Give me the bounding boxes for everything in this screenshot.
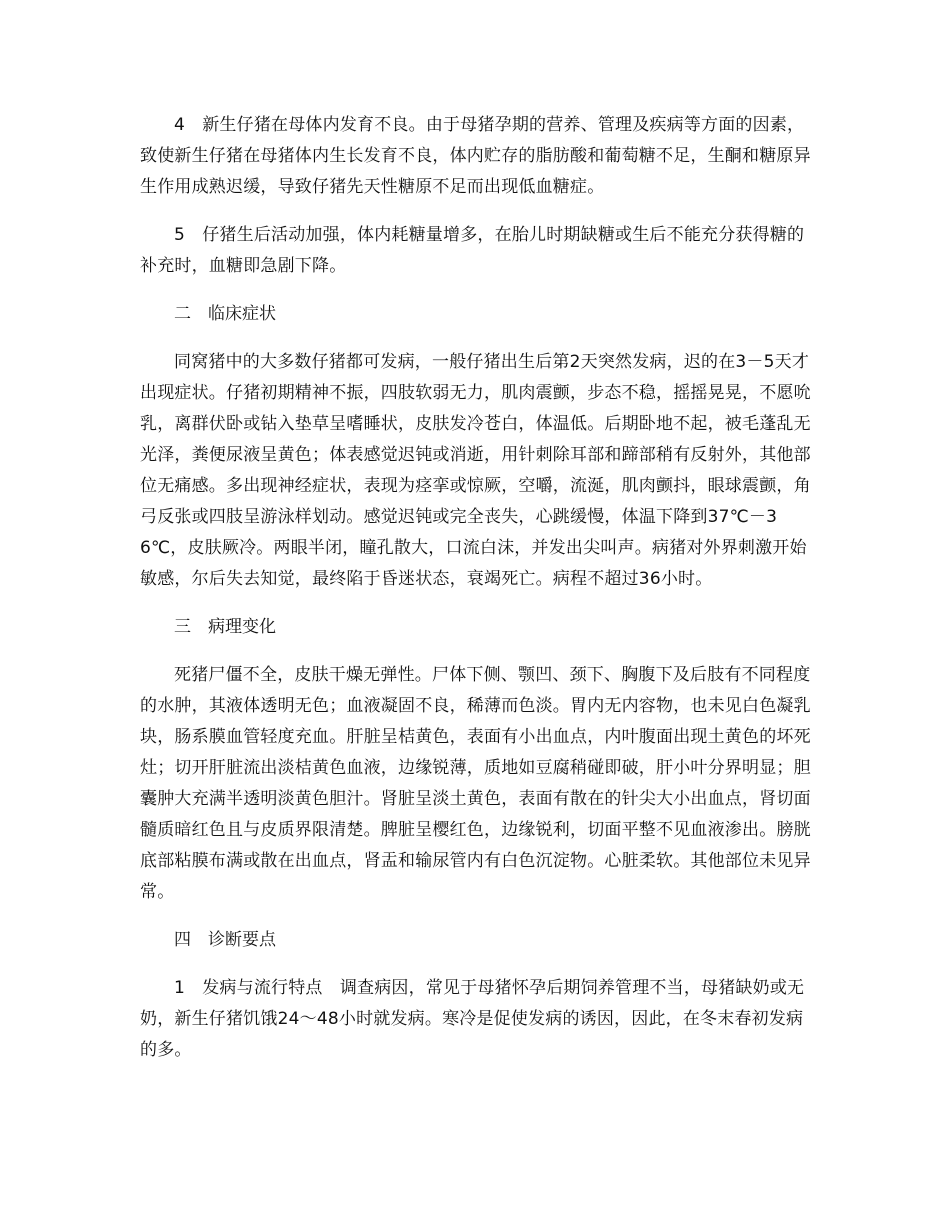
paragraph-clinical-symptoms: 同窝猪中的大多数仔猪都可发病，一般仔猪出生后第2天突然发病，迟的在3－5天才出现症状。仔猪初期精神不振，四肢软弱无力，肌肉震颤，步态不稳，摇摇晃晃，不愿吮乳，离群伏卧或钻入垫草呈嗜睡状，皮肤发冷苍白，体温低。后期卧地不起，被毛蓬乱无光泽，粪便尿液呈黄色；体表感觉迟钝或消逝，用针刺除耳部和蹄部稍有反射外，其他部位无痛感。多出现神经症状，表现为痉挛或惊厥，空嚼，流涎，肌肉颤抖，眼球震颤，角弓反张或四肢呈游泳样划动。感觉迟钝或完全丧失，心跳缓慢，体温下降到37℃－36℃，皮肤厥冷。两眼半闭，瞳孔散大，口流白沫，并发出尖叫声。病猪对外界刺激开始敏感，尔后失去知觉，最终陷于昏迷状态，衰竭死亡。病程不超过36小时。 [140, 352, 811, 589]
paragraph-cause-4: 4 新生仔猪在母体内发育不良。由于母猪孕期的营养、管理及疾病等方面的因素，致使新生仔猪在母猪体内生长发育不良，体内贮存的脂肪酸和葡萄糖不足，生酮和糖原异生作用成熟迟缓，导致仔猪先天性糖原不足而出现低血糖症。 [140, 115, 811, 197]
document-page [140, 110, 812, 1083]
section-heading-diagnosis-points: 四 诊断要点 [174, 930, 276, 950]
section-heading-clinical-symptoms: 二 临床症状 [174, 304, 276, 324]
paragraph-cause-5: 5 仔猪生后活动加强，体内耗糖量增多，在胎儿时期缺糖或生后不能充分获得糖的补充时，血糖即急剧下降。 [140, 225, 805, 276]
section-heading-pathological-changes: 三 病理变化 [174, 617, 276, 637]
paragraph-pathological-changes: 死猪尸僵不全，皮肤干燥无弹性。尸体下侧、颚凹、颈下、胸腹下及后肢有不同程度的水肿，其液体透明无色；血液凝固不良，稀薄而色淡。胃内无内容物，也未见白色凝乳块，肠系膜血管轻度充血。肝脏呈桔黄色，表面有小出血点，内叶腹面出现土黄色的坏死灶；切开肝脏流出淡桔黄色血液，边缘锐薄，质地如豆腐稍碰即破，肝小叶分界明显；胆囊肿大充满半透明淡黄色胆汁。肾脏呈淡土黄色，表面有散在的针尖大小出血点，肾切面髓质暗红色且与皮质界限清楚。脾脏呈樱红色，边缘锐利，切面平整不见血液渗出。膀胱底部粘膜布满或散在出血点，肾盂和输尿管内有白色沉淀物。心脏柔软。其他部位未见异常。 [140, 665, 811, 902]
paragraph-diagnosis-1: 1 发病与流行特点 调查病因，常见于母猪怀孕后期饲养管理不当，母猪缺奶或无奶，新生仔猪饥饿24～48小时就发病。寒冷是促使发病的诱因，因此，在冬末春初发病的多。 [140, 978, 805, 1060]
